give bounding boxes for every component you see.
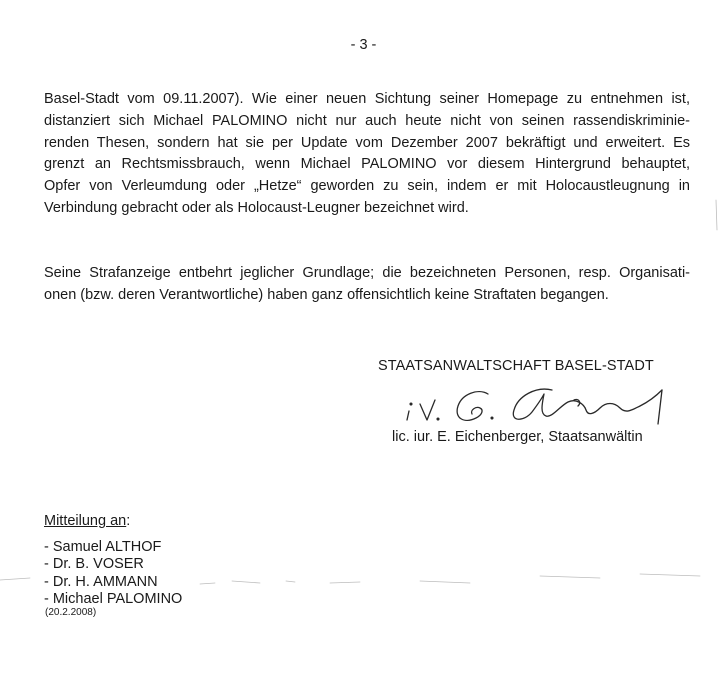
paragraph-2 [44, 263, 690, 307]
paragraph-1 [44, 89, 690, 220]
paragraph-line: Opfer von Verleumdung oder „Hetze“ geworden zu sein, indem er mit Holocaustleugnung in [44, 178, 690, 195]
notice-heading [44, 513, 130, 529]
notice-heading-colon: : [126, 513, 131, 529]
paragraph-line: Verbindung gebracht oder als Holocaust-Leugner bezeichnet wird. [44, 199, 469, 216]
paragraph-line: Seine Strafanzeige entbehrt jeglicher Grundlage; die bezeichneten Personen, resp. Organisati- [44, 265, 690, 281]
paragraph-line: onen (bzw. deren Verantwortliche) haben ganz offensichtlich keine Straftaten begangen. [44, 286, 609, 303]
recipient-item: - Dr. H. AMMANN [44, 573, 158, 590]
recipient-list [44, 539, 182, 609]
recipient-item: - Samuel ALTHOF [44, 539, 162, 555]
paragraph-line: distanziert sich Michael PALOMINO nicht nur auch heute nicht von seinen rassendiskriminie- [44, 112, 690, 129]
signatory-name: lic. iur. E. Eichenberger, Staatsanwältin [392, 429, 643, 445]
notice-date: (20.2.2008) [45, 607, 97, 618]
issuing-authority: STAATSANWALTSCHAFT BASEL-STADT [378, 358, 654, 374]
notice-heading-text: Mitteilung an [44, 513, 127, 529]
paragraph-line: renden Thesen, sondern hat sie per Update vom Dezember 2007 bekräftigt und erweitert. Es [44, 134, 690, 151]
handwritten-signature [400, 380, 670, 430]
paragraph-line: grenzt an Rechtsmissbrauch, wenn Michael PALOMINO vor diesem Hintergrund behauptet, [44, 156, 690, 173]
recipient-item: - Dr. B. VOSER [44, 556, 144, 573]
paragraph-line: Basel-Stadt vom 09.11.2007). Wie einer neuen Sichtung seiner Homepage zu entnehmen ist, [44, 91, 690, 107]
recipient-item: - Michael PALOMINO [44, 591, 183, 608]
page-number: - 3 - [350, 37, 377, 53]
